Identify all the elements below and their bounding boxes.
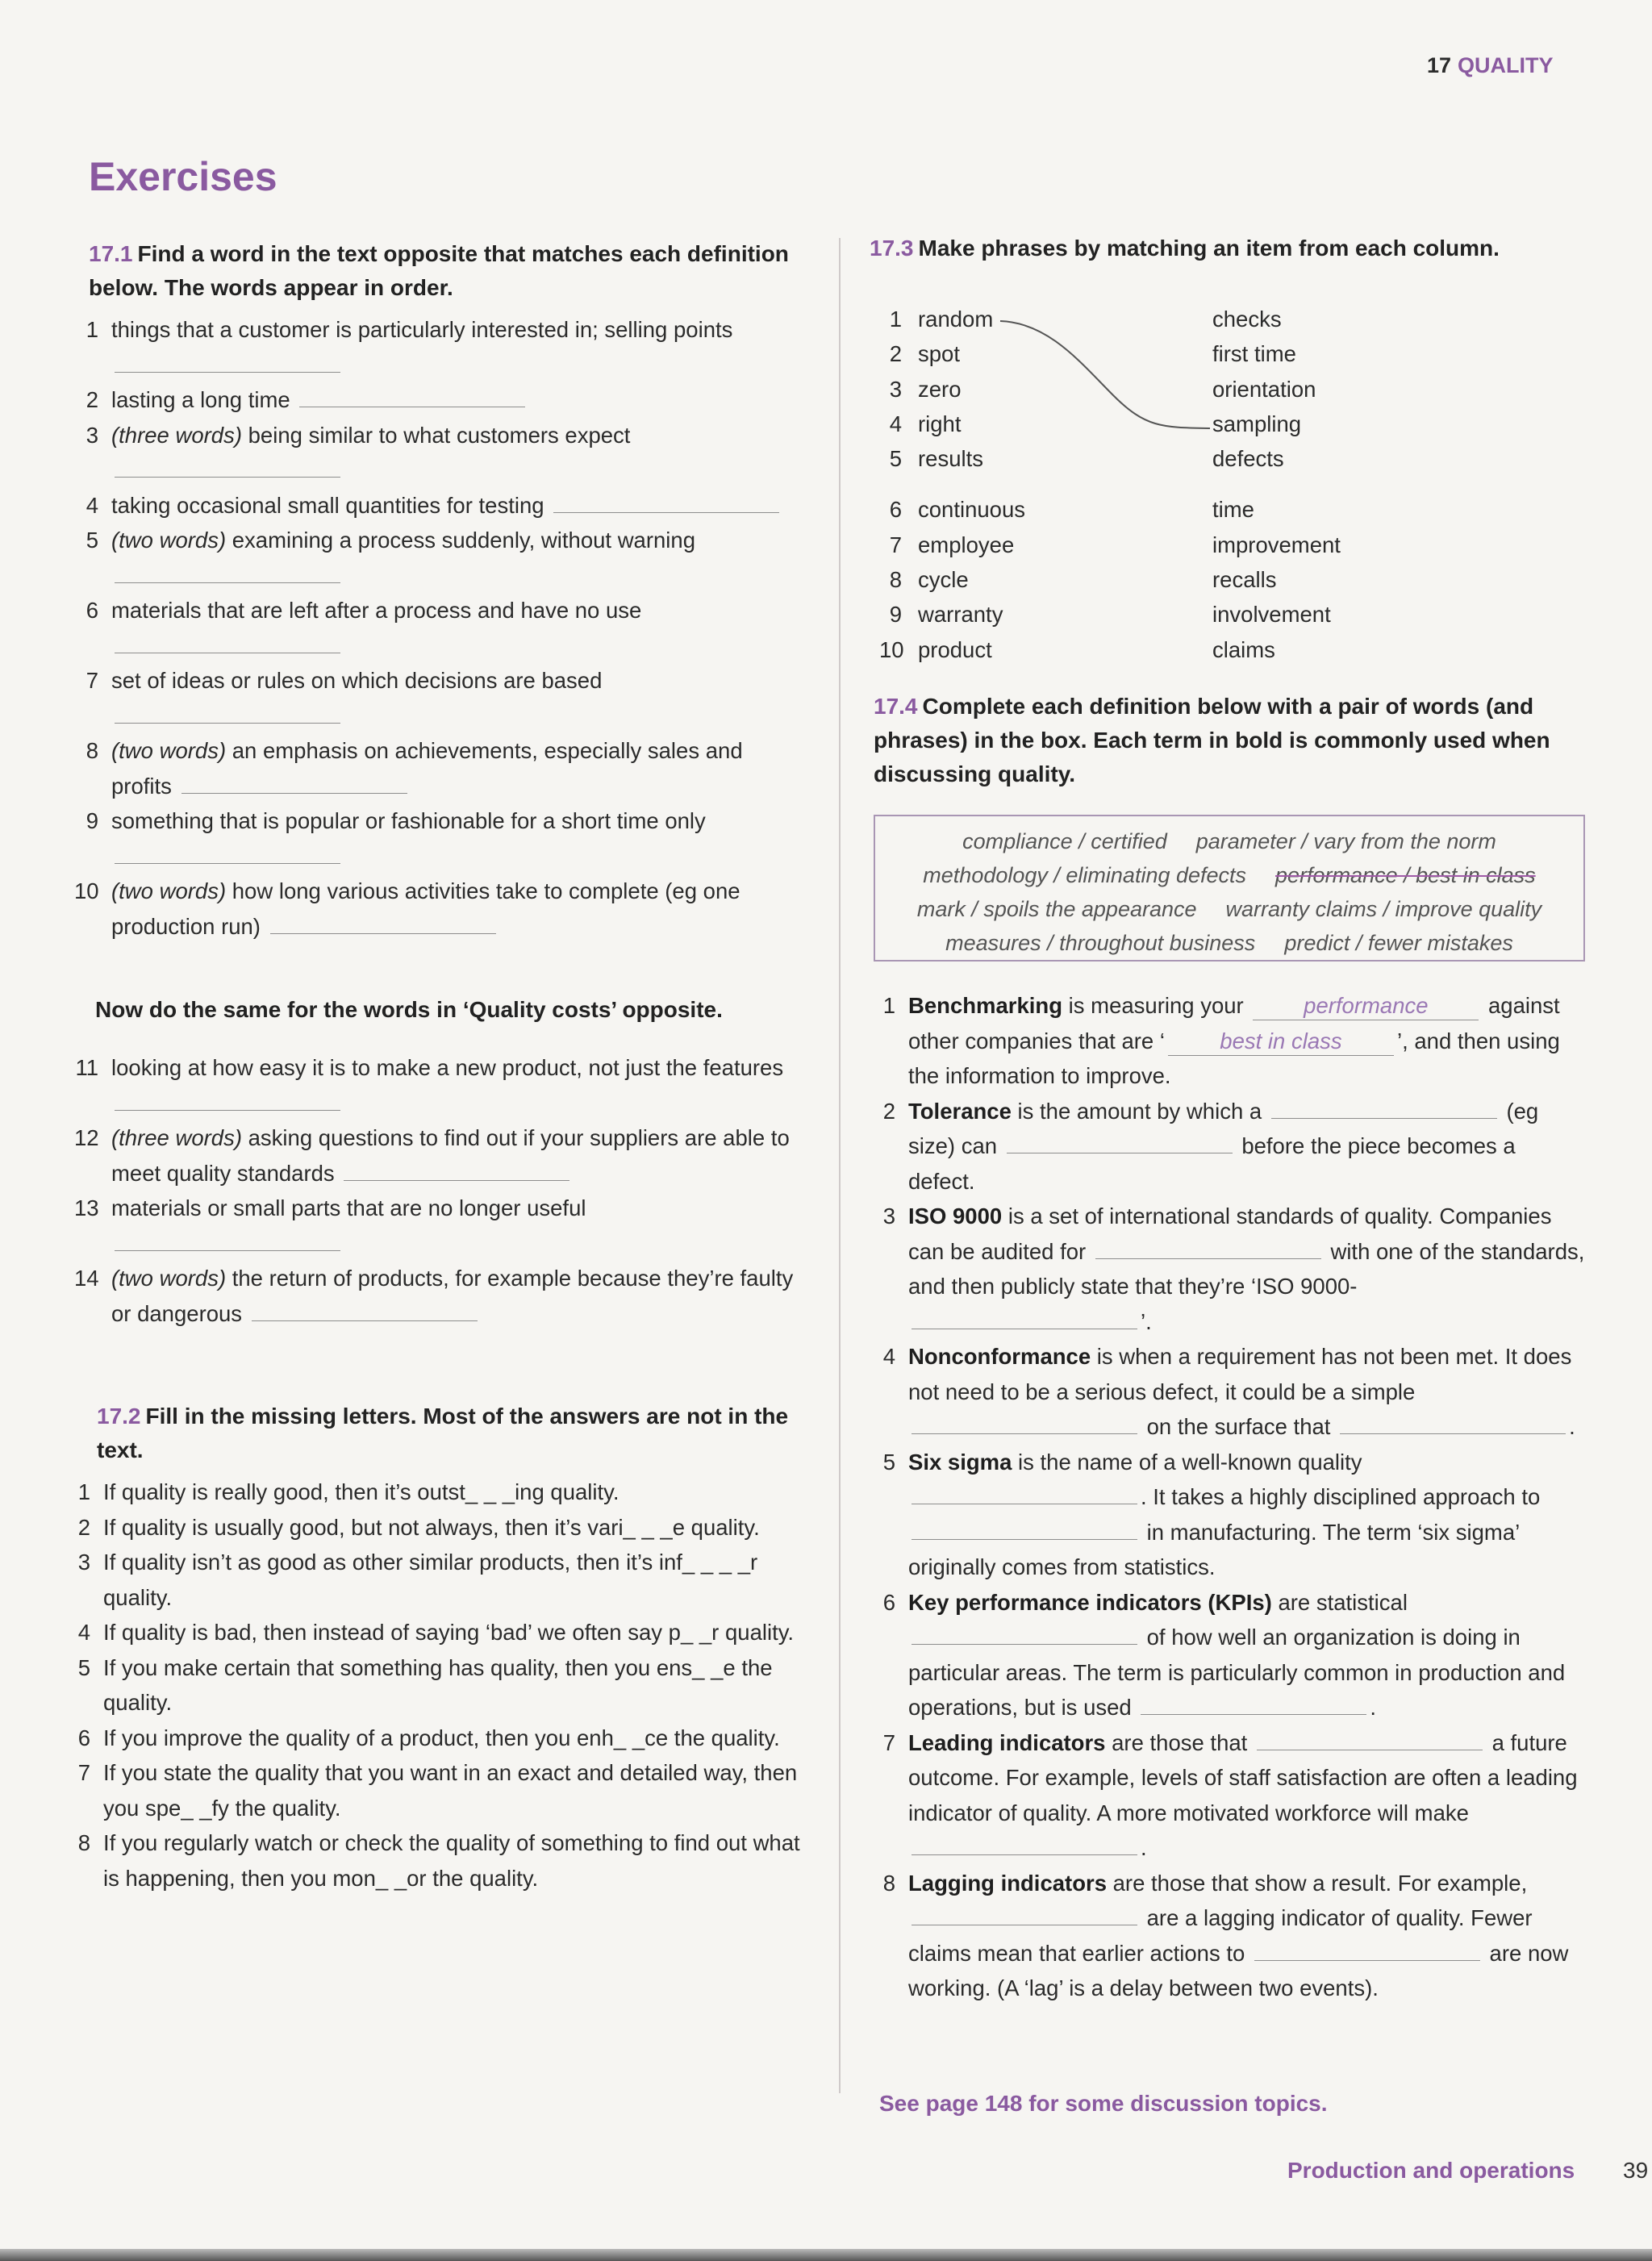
answer-blank[interactable]: [1254, 1939, 1480, 1961]
item-number: 2: [86, 387, 98, 412]
word-box: [874, 815, 1585, 962]
left-word: results: [918, 446, 983, 472]
list-item: [74, 874, 800, 944]
answer-blank[interactable]: [115, 702, 340, 724]
exercise-17-4-heading: [874, 690, 1583, 791]
matching-line: [879, 307, 1363, 492]
item-number: 4: [86, 492, 98, 518]
item-number: 5: [889, 446, 902, 472]
column-divider: [839, 238, 841, 2093]
item-number: 2: [77, 1514, 90, 1540]
box-line: [875, 926, 1583, 960]
answer-blank[interactable]: [912, 1412, 1137, 1434]
item-text: is the amount by which a: [1011, 1098, 1268, 1124]
item-number: 10: [74, 878, 99, 903]
list-item: [66, 1475, 808, 1510]
item-text: are those that show a result. For example,: [1106, 1870, 1528, 1896]
match-row: [879, 497, 1605, 532]
list-item: [74, 523, 800, 593]
exercise-17-2-heading: [97, 1400, 807, 1467]
list-item: [66, 1510, 808, 1546]
chapter-number: 17: [1427, 53, 1452, 77]
list-item: [66, 1721, 808, 1756]
word-pair: warranty claims / improve quality: [1225, 897, 1542, 921]
exercise-17-4-list: [871, 988, 1585, 2006]
matching-columns: [879, 307, 1605, 672]
answer-blank[interactable]: [912, 1483, 1137, 1504]
running-head: [1427, 53, 1554, 78]
left-word: spot: [918, 341, 960, 367]
item-text: something that is popular or fashionable for a short time only: [111, 808, 706, 833]
word-pair: predict / fewer mistakes: [1284, 931, 1513, 955]
left-word: cycle: [918, 567, 969, 593]
item-number: 14: [74, 1266, 99, 1291]
italic-note: (two words): [111, 878, 227, 903]
section-number: 17.2: [97, 1404, 141, 1429]
item-text: asking questions to find out if your suppliers are able to meet quality standards: [111, 1125, 790, 1186]
item-text: materials that are left after a process and have no use: [111, 598, 642, 623]
list-item: [74, 1050, 800, 1120]
italic-note: (two words): [111, 528, 227, 553]
answer-blank[interactable]: [115, 842, 340, 864]
list-item: [871, 1094, 1585, 1199]
item-text: .: [1569, 1414, 1575, 1439]
list-item: [74, 312, 800, 382]
item-number: 7: [77, 1760, 90, 1785]
item-number: 1: [86, 317, 98, 342]
answer-blank[interactable]: [270, 912, 496, 934]
item-text: . It takes a highly disciplined approach to: [1141, 1484, 1541, 1509]
box-line: [875, 858, 1583, 892]
left-word: continuous: [918, 497, 1026, 523]
item-number: 9: [889, 602, 902, 628]
list-item: [74, 663, 800, 733]
bold-term: Six sigma: [908, 1449, 1012, 1475]
exercise-17-1-list: [74, 312, 800, 944]
item-text: is measuring your: [1062, 993, 1250, 1018]
answer-blank[interactable]: [181, 772, 407, 794]
list-item: [74, 1191, 800, 1261]
heading-text: Complete each definition below with a pair of words (and phrases) in the box. Each term in bold is commonly used when discussing quality.: [874, 694, 1550, 786]
left-word: product: [918, 636, 992, 662]
item-text: .: [1141, 1835, 1147, 1860]
item-number: 7: [86, 668, 98, 693]
list-item: [66, 1755, 808, 1825]
right-word: improvement: [1212, 532, 1341, 557]
bold-term: Tolerance: [908, 1098, 1012, 1124]
answer-blank[interactable]: [115, 561, 340, 583]
answer-blank[interactable]: [115, 1229, 340, 1251]
answer-blank[interactable]: [912, 1518, 1137, 1540]
right-word: recalls: [1212, 567, 1277, 593]
left-word: employee: [918, 532, 1015, 557]
list-item: [74, 1261, 800, 1331]
word-pair: methodology / eliminating defects: [923, 863, 1247, 887]
filled-answer[interactable]: best in class: [1168, 1028, 1394, 1056]
exercise-17-1-subheading: Now do the same for the words in ‘Quality costs’ opposite.: [95, 997, 723, 1022]
item-text: examining a process suddenly, without warning: [226, 528, 696, 553]
answer-blank[interactable]: [115, 1089, 340, 1111]
item-number: 6: [882, 1589, 895, 1615]
item-number: 4: [882, 1344, 895, 1369]
heading-text: Make phrases by matching an item from each column.: [918, 236, 1500, 261]
bold-term: ISO 9000: [908, 1204, 1003, 1229]
item-text: is a set of international standards of quality. Companies can be audited for: [908, 1204, 1552, 1264]
item-text: the return of products, for example because they’re faulty or dangerous: [111, 1266, 794, 1326]
item-text: before the piece becomes a defect.: [908, 1133, 1516, 1194]
item-number: 7: [882, 1729, 895, 1755]
word-pair: measures / throughout business: [945, 931, 1256, 955]
item-text: set of ideas or rules on which decisions are based: [111, 668, 603, 693]
answer-blank[interactable]: [1095, 1237, 1321, 1259]
answer-blank[interactable]: [1340, 1412, 1566, 1434]
item-number: 13: [74, 1195, 99, 1220]
answer-blank[interactable]: [553, 491, 779, 513]
item-text: is the name of a well-known quality: [1012, 1449, 1362, 1475]
item-text: ’.: [1141, 1308, 1152, 1334]
right-word: first time: [1212, 341, 1296, 367]
item-text: lasting a long time: [111, 387, 297, 412]
item-text: If quality is usually good, but not always, then it’s vari_ _ _e quality.: [103, 1514, 760, 1540]
list-item: [74, 382, 800, 418]
right-word: time: [1212, 497, 1254, 523]
item-text: If you improve the quality of a product, then you enh_ _ce the quality.: [103, 1725, 780, 1750]
match-row: [879, 637, 1605, 672]
match-row: [879, 567, 1605, 602]
section-number: 17.3: [870, 236, 914, 261]
scan-edge: [0, 2249, 1652, 2261]
match-row: [879, 532, 1605, 567]
answer-blank[interactable]: [912, 1833, 1137, 1855]
item-text: of how well an organization is doing in particular areas. The term is particularly common in production and operations, but is used: [908, 1625, 1566, 1720]
item-text: being similar to what customers expect: [242, 422, 631, 448]
item-text: ’, and then using the information to improve.: [908, 1028, 1560, 1088]
filled-answer[interactable]: performance: [1253, 992, 1479, 1020]
answer-blank[interactable]: [299, 386, 525, 407]
list-item: [74, 593, 800, 663]
item-number: 7: [889, 532, 902, 557]
item-number: 9: [86, 808, 98, 833]
item-number: 6: [86, 598, 98, 623]
right-word: defects: [1212, 446, 1284, 472]
page-number: 39: [1623, 2158, 1649, 2183]
answer-blank[interactable]: [252, 1299, 478, 1321]
exercise-17-3-heading: [870, 232, 1579, 265]
list-item: [74, 733, 800, 803]
answer-blank[interactable]: [1007, 1132, 1233, 1153]
item-text: a future outcome. For example, levels of staff satisfaction are often a leading indicator of quality. A more motivated workforce will make: [908, 1729, 1578, 1825]
answer-blank[interactable]: [344, 1159, 569, 1181]
item-text: .: [1370, 1695, 1376, 1720]
item-text: If quality isn’t as good as other similar products, then it’s inf_ _ _ _r quality.: [103, 1550, 758, 1610]
right-word: sampling: [1212, 411, 1302, 436]
list-item: [66, 1545, 808, 1615]
italic-note: (three words): [111, 422, 242, 448]
item-text: with one of the standards, and then publicly state that they’re ‘ISO 9000-: [908, 1238, 1585, 1299]
section-number: 17.4: [874, 694, 918, 719]
item-text: are statistical: [1271, 1589, 1408, 1615]
answer-blank[interactable]: [912, 1308, 1137, 1329]
item-number: 1: [882, 993, 895, 1018]
item-text: If you make certain that something has quality, then you ens_ _e the quality.: [103, 1654, 773, 1715]
answer-blank[interactable]: [912, 1623, 1137, 1645]
used-word-pair: performance / best in class: [1275, 863, 1536, 887]
bold-term: Key performance indicators (KPIs): [908, 1589, 1272, 1615]
item-number: 4: [889, 411, 902, 436]
item-text: are those that: [1105, 1729, 1254, 1755]
answer-blank[interactable]: [1271, 1097, 1497, 1119]
list-item: [871, 1725, 1585, 1866]
answer-blank[interactable]: [1141, 1693, 1366, 1715]
item-text: against other companies that are ‘: [908, 993, 1560, 1053]
word-pair: parameter / vary from the norm: [1195, 829, 1496, 853]
list-item: [871, 1445, 1585, 1585]
answer-blank[interactable]: [115, 632, 340, 653]
list-item: [871, 1339, 1585, 1445]
list-item: [74, 488, 800, 524]
list-item: [66, 1650, 808, 1721]
item-number: 3: [882, 1204, 895, 1229]
box-line: [875, 892, 1583, 926]
item-number: 8: [77, 1830, 90, 1855]
heading-text: Fill in the missing letters. Most of the answers are not in the text.: [97, 1404, 789, 1462]
item-text: in manufacturing. The term ‘six sigma’ originally comes from statistics.: [908, 1519, 1520, 1579]
item-text: things that a customer is particularly interested in; selling points: [111, 317, 733, 342]
item-number: 11: [75, 1055, 98, 1080]
item-number: 5: [77, 1654, 90, 1680]
italic-note: (three words): [111, 1125, 242, 1150]
item-number: 3: [77, 1550, 90, 1575]
item-number: 5: [86, 528, 98, 553]
item-text: taking occasional small quantities for testing: [111, 492, 551, 518]
match-row: [879, 602, 1605, 636]
list-item: [74, 803, 800, 874]
item-text: looking at how easy it is to make a new product, not just the features: [111, 1055, 784, 1080]
item-text: If you regularly watch or check the quality of something to find out what is happening, then you mon_ _or the quality.: [103, 1830, 800, 1891]
answer-blank[interactable]: [1257, 1729, 1483, 1750]
item-number: 8: [889, 567, 902, 593]
item-number: 1: [889, 307, 902, 332]
page-title: Exercises: [89, 154, 277, 199]
item-number: 6: [889, 497, 902, 523]
right-word: involvement: [1212, 602, 1331, 628]
right-word: orientation: [1212, 376, 1316, 402]
list-item: [871, 1585, 1585, 1725]
list-item: [66, 1825, 808, 1896]
bold-term: Nonconformance: [908, 1344, 1091, 1369]
item-text: an emphasis on achievements, especially sales and profits: [111, 738, 743, 799]
item-number: 3: [889, 376, 902, 402]
item-text: how long various activities take to complete (eg one production run): [111, 878, 740, 939]
right-word: checks: [1212, 307, 1282, 332]
item-text: If quality is bad, then instead of saying ‘bad’ we often say p_ _r quality.: [103, 1620, 795, 1645]
item-text: are now working. (A ‘lag’ is a delay between two events).: [908, 1940, 1569, 2000]
chapter-title: QUALITY: [1458, 53, 1554, 77]
answer-blank[interactable]: [115, 456, 340, 478]
left-word: random: [918, 307, 994, 332]
box-line: [875, 824, 1583, 858]
left-word: warranty: [918, 602, 1003, 628]
item-text: If quality is really good, then it’s outst_ _ _ing quality.: [103, 1479, 620, 1504]
answer-blank[interactable]: [115, 351, 340, 373]
left-word: right: [918, 411, 962, 436]
italic-note: (two words): [111, 1266, 227, 1291]
list-item: [871, 1199, 1585, 1339]
item-text: are a lagging indicator of quality. Fewer claims mean that earlier actions to: [908, 1905, 1533, 1966]
right-word: claims: [1212, 636, 1275, 662]
list-item: [871, 1866, 1585, 2006]
exercise-17-1-heading: [89, 237, 799, 305]
list-item: [66, 1615, 808, 1650]
item-number: 5: [882, 1449, 895, 1475]
item-text: (eg size) can: [908, 1098, 1539, 1158]
bold-term: Leading indicators: [908, 1729, 1106, 1755]
see-also-link: See page 148 for some discussion topics.: [879, 2091, 1328, 2116]
item-number: 8: [86, 738, 98, 763]
exercise-17-2-list: [66, 1475, 808, 1896]
item-number: 3: [86, 422, 98, 448]
item-number: 2: [882, 1098, 895, 1124]
item-text: materials or small parts that are no longer useful: [111, 1195, 586, 1220]
list-item: [74, 418, 800, 488]
item-number: 12: [74, 1125, 99, 1150]
item-number: 4: [77, 1620, 90, 1645]
word-pair: mark / spoils the appearance: [916, 897, 1197, 921]
footer-section: Production and operations: [1287, 2158, 1575, 2183]
item-number: 1: [77, 1479, 90, 1504]
bold-term: Benchmarking: [908, 993, 1063, 1018]
word-pair: compliance / certified: [962, 829, 1167, 853]
item-number: 10: [879, 636, 904, 662]
item-number: 8: [882, 1870, 895, 1896]
answer-blank[interactable]: [912, 1904, 1137, 1925]
list-item: [871, 988, 1585, 1094]
item-number: 6: [77, 1725, 90, 1750]
left-word: zero: [918, 376, 962, 402]
item-text: on the surface that: [1141, 1414, 1337, 1439]
heading-text: Find a word in the text opposite that matches each definition below. The words appear in order.: [89, 241, 789, 300]
list-item: [74, 1120, 800, 1191]
italic-note: (two words): [111, 738, 227, 763]
section-number: 17.1: [89, 241, 133, 266]
item-text: If you state the quality that you want in an exact and detailed way, then you spe_ _fy the quality.: [103, 1760, 798, 1821]
bold-term: Lagging indicators: [908, 1870, 1107, 1896]
item-number: 2: [889, 341, 902, 367]
exercise-17-1-list-2: [74, 1050, 800, 1331]
item-text: is when a requirement has not been met. It does not need to be a serious defect, it could be a simple: [908, 1344, 1572, 1404]
